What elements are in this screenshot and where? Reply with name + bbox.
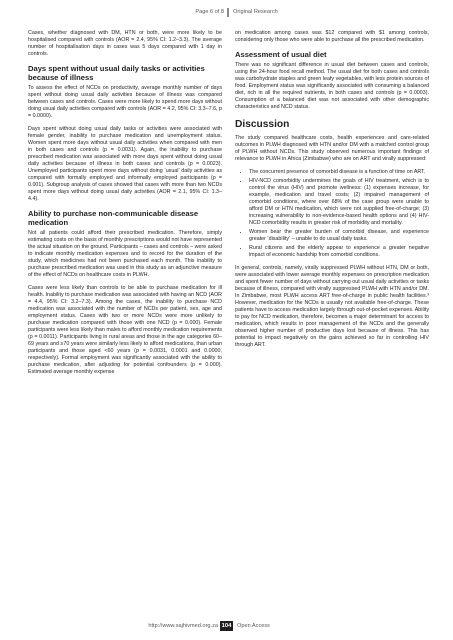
findings-list <box>235 169 429 259</box>
list-item: • Rural citizens and the elderly appear to experience a greater negative impact of economic hardship from comorbid conditions. <box>249 245 429 259</box>
list-item: • Women bear the greater burden of comorbid disease, and experience greater ‘disability’ – unable to do usual daily tasks. <box>249 229 429 243</box>
page-header <box>0 5 453 19</box>
discussion-heading: Discussion <box>235 119 290 130</box>
paragraph: Days spent without doing usual daily tasks or activities were associated with female gender, inability to purchase medication and unemployment status. Women spent more days without usual daily activities when compared with men in both cases and controls (p = 0.0031). Again, the inability to purchase prescribed medication was associated with more days spent without doing usual daily activities because of illness in both cases and controls (p = 0.0023). Unemployed participants spent more days without doing ‘usual’ daily activities as compared with formally employed and informally employed participants (p = 0.001). Subgroup analysis of cases showed that cases with more than two NCDs spent more days without doing usual daily activities (AOR = 2.1, 95% CI: 1.3–4.4). <box>28 126 222 202</box>
list-item: • HIV-NCD comorbidity undermines the goals of HIV treatment, which is to control the virus (HIV) and promote wellness: (1) expenses increase, for example, medication and travel costs; (2) impaired management of comorbid conditions, where over 68% of the case group were unable to afford DM or HTN medication, which were not supplied free-of-charge; (3) increasing vulnerability to non-evidence-based health options and (4) HIV-NCD comorbidity results in greater risk of morbidity and mortality. <box>249 178 429 227</box>
left-column <box>28 30 222 376</box>
section-label: Original Research <box>233 9 278 15</box>
paragraph: To assess the effect of NCDs on productivity, average monthly number of days spent without doing usual daily activities because of illness was compared between cases and controls. Cases were more likely to spend more days without doing usual daily activities compared with controls (AOR = 4.2, 95% CI: 3.3–7.6, p = 0.0000). <box>28 85 222 119</box>
section-heading: Ability to purchase non-communicable disease medication <box>28 209 199 227</box>
right-column <box>235 30 429 349</box>
paragraph: on medication among cases was $12 compared with $1 among controls, considering only those who were able to purchase all the prescribed medication. <box>235 30 429 43</box>
paragraph: Not all patients could afford their prescribed medication. Therefore, simply estimating costs on the basis of monthly prescriptions would not have represented the actual situation on the ground. Participants – cases and controls – were asked to indicate monthly medication expenses and to record for the duration of the study, which medicines had not been purchased each month. This inability to purchase prescribed medication was used in this study as an adjunctive measure of the effect of NCDs on healthcare costs in PLWH. <box>28 230 222 278</box>
paragraph: Cases, whether diagnosed with DM, HTN or both, were more likely to be hospitalised compared with controls (AOR = 2.4, 95% CI: 1.2–3.3). The average number of hospitalisation days in cases was 5 days compared with 1 day in controls. <box>28 30 222 57</box>
page-number: 104 <box>221 623 232 629</box>
paragraph: In general, controls, namely, virally suppressed PLWH without HTN, DM or both, were associated with lower average monthly expenses on prescription medication and spent fewer number of days without carrying out usual daily activities or tasks because of illness, compared with virally suppressed PLWH with HTN and/or DM. In Zimbabwe, most PLWH access ART free-of-charge in public health facilities.³ However, medication for the NCDs is usually not available free-of-charge. These patients have to access medication largely through out-of-pocket expenses. Ability to pay for NCD medication, therefore, becomes a major determinant for access to medication, which results in poor management of the NCDs and the generally observed higher number of productive days lost because of illness. This has potential to impact negatively on the gains achieved so far in controlling HIV through ART. <box>235 265 429 348</box>
open-access-label: Open Access <box>237 623 270 629</box>
journal-url[interactable]: http://www.sajhivmed.org.za <box>148 623 218 629</box>
paragraph: There was no significant difference in usual diet between cases and controls, using the 24-hour food recall method. The usual diet for both cases and controls was carbohydrate staples and green leafy vegetables, with less protein sources of food. Employment status was significantly associated with consuming a balanced diet, rich in all the required nutrients, in both cases and controls (p = 0.0003). Consumption of a balanced diet was not associated with other demographic characteristics and NCD status. <box>235 62 429 110</box>
page-footer <box>0 620 453 634</box>
paragraph: The study compared healthcare costs, health experiences and care-related outcomes in PLWH diagnosed with HTN and/or DM with a matched control group of PLWH without NCDs. This study observed numerous important findings of relevance to PLWH in Africa (Zimbabwe) who are on ART and virally suppressed: <box>235 135 429 162</box>
header-divider <box>227 8 229 17</box>
section-heading: Days spent without usual daily tasks or activities because of illness <box>28 64 205 82</box>
section-heading: Assessment of usual diet <box>235 50 327 59</box>
list-item: • The concurrent presence of comorbid disease is a function of time on ART. <box>249 169 429 176</box>
page-label: Page 6 of 8 <box>195 9 224 15</box>
paragraph: Cases were less likely than controls to be able to purchase medication for ill health. Inability to purchase medication was associated with having an NCD (AOR = 4.4, 95% CI: 3.2–7.3). Among the cases, the inability to purchase NCD medication was associated with the number of NCDs per patient, sex, age and employment status. Cases with two or more NCDs were more unlikely to purchase medication compared with those with one NCD (p = 0.000). Female participants were less likely than males to afford monthly medication requirements (p = 0.0011). Participants living in rural areas and those in the age categories 60–69 years and ≥70 years were similarly less likely to afford medications, than urban participants and those aged <60 years (p = 0.0031, 0.0001 and 0.0000, respectively). Formal employment was significantly associated with the ability to purchase medication, after adjusting for potential confounders (p = 0.000). Estimated average monthly expense <box>28 285 222 375</box>
